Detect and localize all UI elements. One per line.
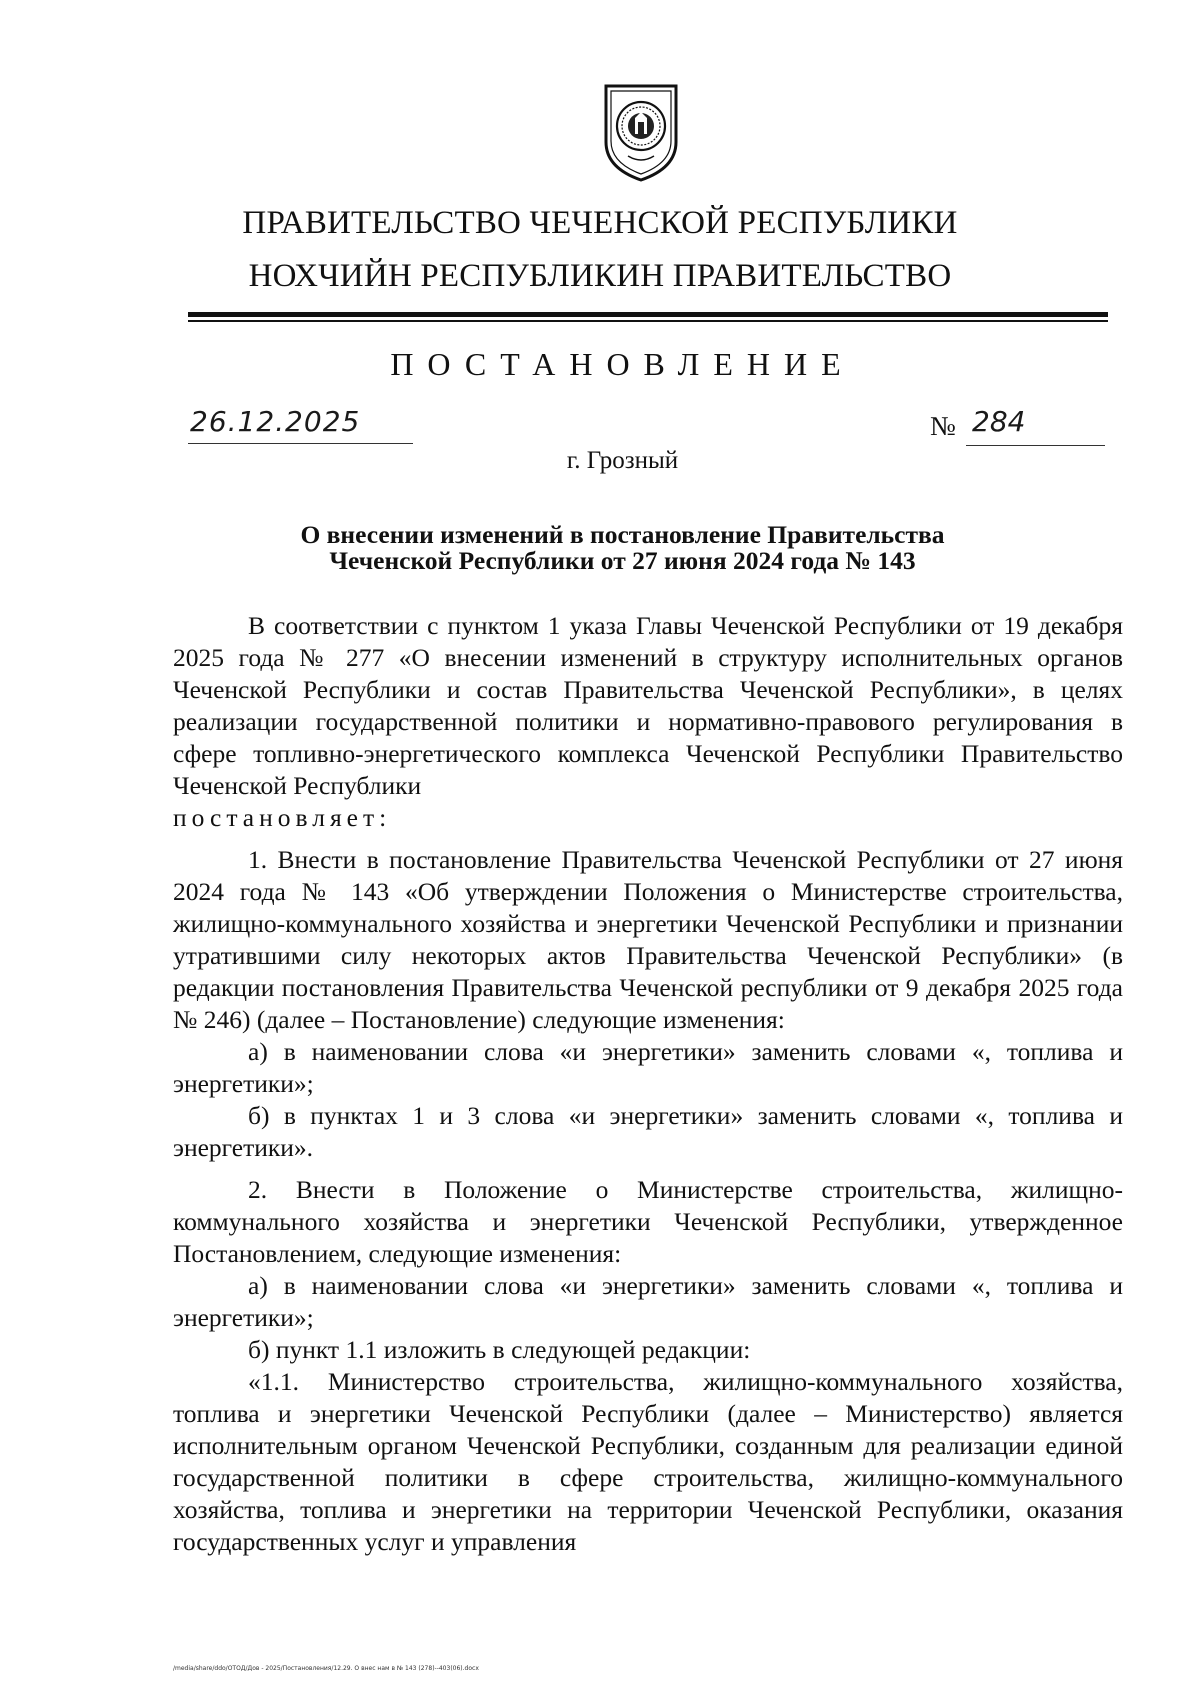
handwritten-number: 284: [972, 405, 1026, 438]
item-1b-paragraph: б) в пунктах 1 и 3 слова «и энергетики» заменить словами «, топлива и энергетики».: [173, 1101, 1123, 1162]
coat-of-arms-emblem: [598, 80, 684, 184]
document-subject: [0, 522, 1200, 574]
decree-word: постановляет:: [173, 803, 392, 832]
item-2b-paragraph: б) пункт 1.1 изложить в следующей редакции:: [248, 1335, 751, 1364]
document-number: [930, 405, 1105, 447]
item-2a-paragraph: а) в наименовании слова «и энергетики» заменить словами «, топлива и энергетики»;: [173, 1271, 1123, 1332]
document-date: [188, 405, 413, 445]
document-body: [173, 610, 1123, 1558]
number-sign: №: [930, 411, 956, 441]
city-line: г. Грозный: [566, 447, 679, 474]
item-2-paragraph: 2. Внести в Положение о Министерстве строительства, жилищно-коммунального хозяйства и энергетики Чеченской Республики, утвержденное Постановлением, следующие изменения:: [173, 1175, 1123, 1268]
footer-file-path: /media/share/ddo/ОТОД/Дов - 2025/Постановления/12.29. О внес нам в № 143 (278)--403(06).docx: [173, 1665, 479, 1672]
header-divider-thin: [188, 320, 1108, 322]
handwritten-date: 26.12.2025: [190, 405, 361, 438]
preamble-paragraph: В соответствии с пунктом 1 указа Главы Чеченской Республики от 19 декабря 2025 года № 277 «О внесении изменений в структуру исполнительных органов Чеченской Республики и состав Правительства Чеченской Республики», в целях реализации государственной политики и нормативно-правового регулирования в сфере топливно-энергетического комплекса Чеченской Республики Правительство Чеченской Республики: [173, 611, 1123, 800]
item-1-paragraph: 1. Внести в постановление Правительства Чеченской Республики от 27 июня 2024 года № 143 «Об утверждении Положения о Министерстве строительства, жилищно-коммунального хозяйства и энергетики Чеченской Республики и признании утратившими силу некоторых актов Правительства Чеченской Республики» (в редакции постановления Правительства Чеченской республики от 9 декабря 2025 года № 246) (далее – Постановление) следующие изменения:: [173, 845, 1123, 1034]
item-1a-paragraph: а) в наименовании слова «и энергетики» заменить словами «, топлива и энергетики»;: [173, 1037, 1123, 1098]
item-2b-quoted-text: «1.1. Министерство строительства, жилищно-коммунального хозяйства, топлива и энергетики Чеченской Республики (далее – Министерство) является исполнительным органом Чеченской Республики, созданным для реализации единой государственной политики в сфере строительства, жилищно-коммунального хозяйства, топлива и энергетики на территории Чеченской Республики, оказания государственных услуг и управления: [173, 1367, 1123, 1556]
header-divider-thick: [188, 312, 1108, 317]
document-type-heading: ПОСТАНОВЛЕНИЕ: [390, 346, 855, 382]
subject-line-1: О внесении изменений в постановление Правительства: [300, 520, 945, 549]
government-name-russian: ПРАВИТЕЛЬСТВО ЧЕЧЕНСКОЙ РЕСПУБЛИКИ: [242, 205, 958, 241]
government-name-chechen: НОХЧИЙН РЕСПУБЛИКИН ПРАВИТЕЛЬСТВО: [248, 258, 952, 294]
date-underline: [188, 443, 413, 444]
subject-line-2: Чеченской Республики от 27 июня 2024 года № 143: [329, 546, 916, 575]
number-underline: [966, 445, 1105, 446]
